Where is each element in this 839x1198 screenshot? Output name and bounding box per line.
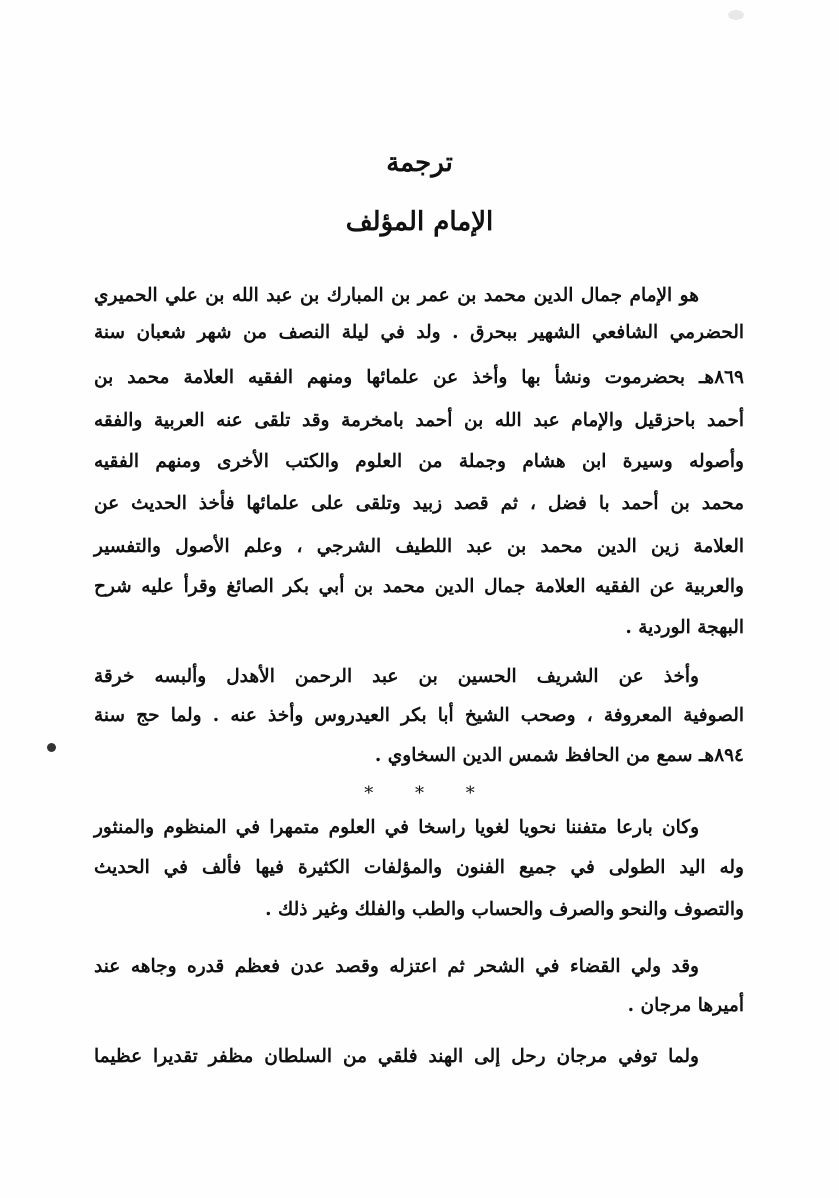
text-line: والعربية عن الفقيه العلامة جمال الدين محمد بن أبي بكر الصائغ وقرأ عليه شرح: [94, 576, 744, 597]
text-line: وأخذ عن الشريف الحسين بن عبد الرحمن الأهدل وألبسه خرقة: [94, 666, 699, 687]
text-line: ٨٦٩هـ بحضرموت ونشأ بها وأخذ عن علمائها ومنهم الفقيه العلامة محمد بن: [94, 367, 744, 388]
text-line: الصوفية المعروفة ، وصحب الشيخ أبا بكر العيدروس وأخذ عنه . ولما حج سنة: [94, 705, 744, 726]
paper-smudge: [728, 10, 744, 20]
ink-speck: [47, 743, 56, 752]
text-line: الحضرمي الشافعي الشهير ببحرق . ولد في ليلة النصف من شهر شعبان سنة: [94, 322, 744, 343]
separator-star: *: [364, 783, 374, 804]
separator-star: *: [415, 783, 424, 804]
text-line: العلامة زين الدين محمد بن عبد اللطيف الشرجي ، وعلم الأصول والتفسير: [94, 536, 744, 557]
separator-star: *: [465, 783, 475, 804]
text-line: البهجة الوردية .: [625, 617, 744, 638]
text-line: وله اليد الطولى في جميع الفنون والمؤلفات الكثيرة فيها فألف في الحديث: [94, 857, 744, 878]
text-line: ٨٩٤هـ سمع من الحافظ شمس الدين السخاوي .: [374, 745, 744, 766]
text-line: وأصوله وسيرة ابن هشام وجملة من العلوم والكتب الأخرى ومنهم الفقيه: [94, 451, 744, 472]
text-line: هو الإمام جمال الدين محمد بن عمر بن المبارك بن عبد الله بن علي الحميري: [94, 285, 699, 306]
text-line: محمد بن أحمد با فضل ، ثم قصد زبيد وتلقى على علمائها فأخذ الحديث عن: [94, 493, 744, 514]
text-line: وقد ولي القضاء في الشحر ثم اعتزله وقصد عدن فعظم قدره وجاهه عند: [94, 956, 699, 977]
text-line: والتصوف والنحو والصرف والحساب والطب والفلك وغير ذلك .: [265, 899, 744, 920]
text-line: ولما توفي مرجان رحل إلى الهند فلقي من السلطان مظفر تقديرا عظيما: [94, 1046, 699, 1067]
page-subtitle: الإمام المؤلف: [345, 207, 494, 237]
text-line: أحمد باحزقيل والإمام عبد الله بن أحمد بامخرمة وقد تلقى عنه العربية والفقه: [94, 410, 744, 431]
text-line: أميرها مرجان .: [627, 995, 744, 1016]
section-separator: [0, 783, 839, 804]
text-line: وكان بارعا متفننا نحويا لغويا راسخا في العلوم متمهرا في المنظوم والمنثور: [94, 817, 699, 838]
page-title: ترجمة: [386, 148, 453, 178]
